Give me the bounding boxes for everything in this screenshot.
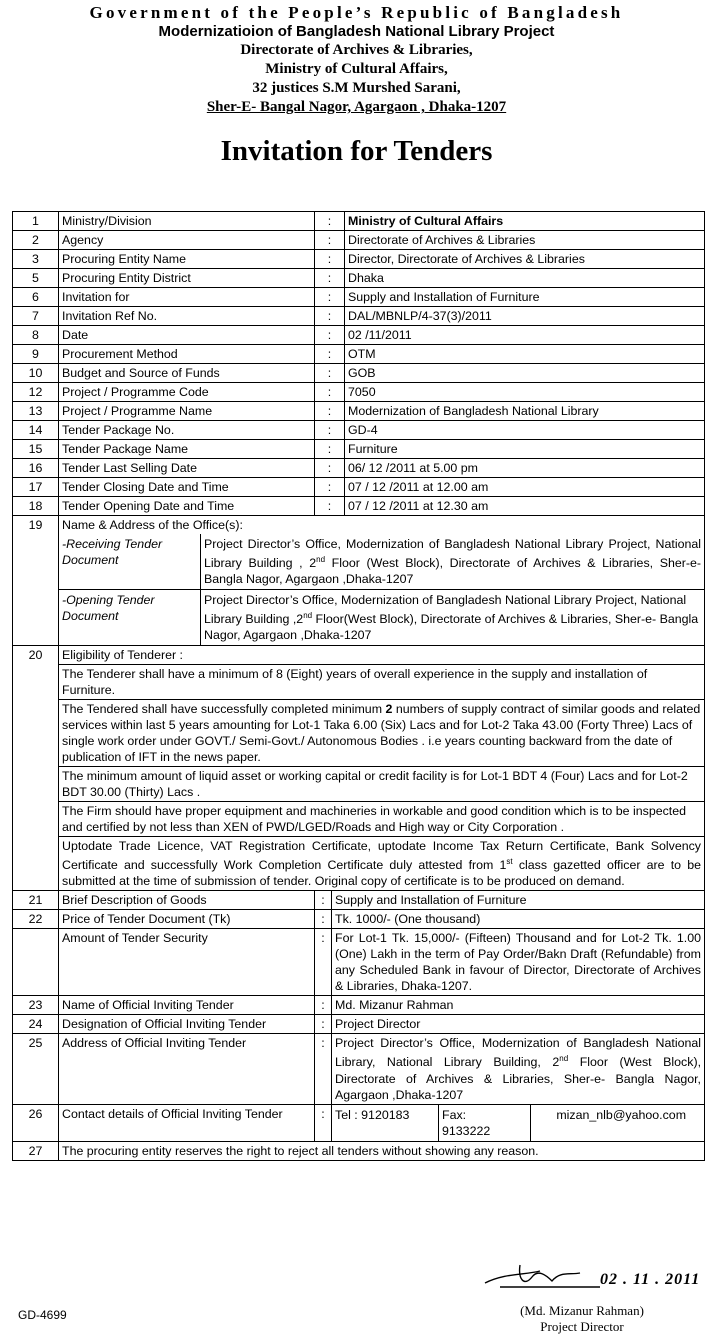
row-label: Tender Last Selling Date [59, 459, 315, 478]
row-label: Tender Package Name [59, 440, 315, 459]
row-colon: : [315, 326, 345, 345]
row-label: Ministry/Division [59, 212, 315, 231]
row-label: Tender Opening Date and Time [59, 497, 315, 516]
row-label: Contact details of Official Inviting Tender [59, 1104, 315, 1141]
opening-row [59, 590, 704, 646]
row-value: OTM [345, 345, 705, 364]
row-number: 1 [13, 212, 59, 231]
row-number: 17 [13, 478, 59, 497]
contact-fax [439, 1105, 531, 1141]
row-colon: : [315, 231, 345, 250]
tender-table [12, 211, 705, 1161]
table-row [13, 231, 705, 250]
row-value: 06/ 12 /2011 at 5.00 pm [345, 459, 705, 478]
row-number: 27 [13, 1141, 59, 1160]
table-row [13, 402, 705, 421]
row-colon: : [315, 307, 345, 326]
tender-rows [13, 212, 705, 516]
row-colon: : [315, 1104, 332, 1141]
table-row [13, 1034, 705, 1104]
header-ministry: Ministry of Cultural Affairs, [265, 61, 448, 77]
row-colon: : [315, 421, 345, 440]
row-number: 10 [13, 364, 59, 383]
offices-cell [59, 516, 705, 646]
row-number [13, 929, 59, 996]
row-value: GOB [345, 364, 705, 383]
table-row [13, 891, 705, 910]
row-colon: : [315, 250, 345, 269]
row-number: 5 [13, 269, 59, 288]
row-number: 8 [13, 326, 59, 345]
row-number: 19 [13, 516, 59, 646]
table-row [13, 288, 705, 307]
row-value: For Lot-1 Tk. 15,000/- (Fifteen) Thousand and for Lot-2 Tk. 1.00 (One) Lakh in the term of Pay Order/Bakn Draft (Refundable) from any Scheduled Bank in favour of Director, Directorate of Archives & Libraries, Dhaka-1207. [332, 929, 705, 996]
row-value: Ministry of Cultural Affairs [345, 212, 705, 231]
row-value: 07 / 12 /2011 at 12.30 am [345, 497, 705, 516]
row-number: 22 [13, 910, 59, 929]
row-colon: : [315, 383, 345, 402]
table-row [13, 1104, 705, 1141]
row-label: Designation of Official Inviting Tender [59, 1015, 315, 1034]
row-number: 25 [13, 1034, 59, 1104]
table-row [13, 1141, 705, 1160]
row-value: Project Director [332, 1015, 705, 1034]
row-label: Procurement Method [59, 345, 315, 364]
row-label: Address of Official Inviting Tender [59, 1034, 315, 1104]
row-label: Tender Closing Date and Time [59, 478, 315, 497]
table-row [13, 1015, 705, 1034]
table-row [13, 459, 705, 478]
eligibility-cell [59, 646, 705, 891]
signatory-designation: Project Director [540, 1319, 624, 1334]
row-label: Procuring Entity District [59, 269, 315, 288]
row-number: 6 [13, 288, 59, 307]
row-number: 20 [13, 646, 59, 891]
row-colon: : [315, 212, 345, 231]
row-label: Date [59, 326, 315, 345]
page-title: Invitation for Tenders [220, 135, 493, 167]
row-colon: : [315, 891, 332, 910]
row-number: 24 [13, 1015, 59, 1034]
header-government: Government of the People’s Republic of Bangladesh [89, 3, 624, 22]
table-row [13, 212, 705, 231]
row-colon: : [315, 345, 345, 364]
row-colon: : [315, 996, 332, 1015]
tender-rows-2 [13, 891, 705, 996]
eligibility-item: The Firm should have proper equipment and machineries in workable and good condition which is to be inspected and certified by not less than XEN of PWD/LGED/Roads and High way or City Corporation . [59, 801, 704, 836]
row-label: Budget and Source of Funds [59, 364, 315, 383]
row-value: Supply and Installation of Furniture [345, 288, 705, 307]
header-directorate: Directorate of Archives & Libraries, [240, 42, 473, 58]
row-colon: : [315, 497, 345, 516]
row-number: 23 [13, 996, 59, 1015]
table-row [13, 421, 705, 440]
offices-label: Name & Address of the Office(s): [62, 518, 243, 532]
reserve-clause: The procuring entity reserves the right to reject all tenders without showing any reason. [59, 1141, 705, 1160]
header-street: 32 justices S.M Murshed Sarani, [252, 80, 461, 96]
signature-date: 02 . 11 . 2011 [600, 1271, 701, 1288]
row-colon: : [315, 910, 332, 929]
table-row [13, 364, 705, 383]
row-number: 2 [13, 231, 59, 250]
receiving-row [59, 534, 704, 590]
table-row [13, 250, 705, 269]
table-row [13, 269, 705, 288]
row-label: Procuring Entity Name [59, 250, 315, 269]
row-value: 02 /11/2011 [345, 326, 705, 345]
row-colon: : [315, 1034, 332, 1104]
table-row [13, 497, 705, 516]
row-number: 13 [13, 402, 59, 421]
row-colon: : [315, 478, 345, 497]
row-label: Tender Package No. [59, 421, 315, 440]
signatory [492, 1303, 672, 1335]
receiving-address: Project Director’s Office, Modernization of Bangladesh National Library Project, National Library Building , 2nd Floor (West Block), Directorate of Archives & Libraries, Sher-e- Bangla Nagor, Agargaon ,Dhaka-1207 [204, 537, 702, 587]
row-number: 3 [13, 250, 59, 269]
eligibility-item: Uptodate Trade Licence, VAT Registration Certificate, uptodate Income Tax Return Certificate, Bank Solvency Certificate and successfully Work Completion Certificate duly attested from 1st class gazetted officer are to be submitted at the time of submission of tender. Original copy of certificate is to be produced on demand. [59, 836, 704, 890]
row-value: Md. Mizanur Rahman [332, 996, 705, 1015]
row-label: Invitation Ref No. [59, 307, 315, 326]
row-colon: : [315, 364, 345, 383]
table-row [13, 307, 705, 326]
row-number: 15 [13, 440, 59, 459]
row-value: GD-4 [345, 421, 705, 440]
table-row [13, 910, 705, 929]
table-row [13, 440, 705, 459]
eligibility-label: Eligibility of Tenderer : [62, 648, 183, 663]
row-value: Modernization of Bangladesh National Library [345, 402, 705, 421]
row-number: 14 [13, 421, 59, 440]
table-row [13, 929, 705, 996]
contact-subtable [332, 1105, 704, 1141]
table-row [13, 383, 705, 402]
signatory-name: (Md. Mizanur Rahman) [520, 1303, 644, 1318]
row-label: Invitation for [59, 288, 315, 307]
contact-email: mizan_nlb@yahoo.com [556, 1107, 687, 1122]
row-colon: : [315, 288, 345, 307]
signature-scribble-icon [480, 1259, 620, 1299]
tender-rows-3 [13, 996, 705, 1104]
table-row [13, 326, 705, 345]
table-row [13, 646, 705, 891]
row-label: Project / Programme Code [59, 383, 315, 402]
row-value: 7050 [345, 383, 705, 402]
row-number: 18 [13, 497, 59, 516]
table-row [13, 516, 705, 646]
row-value: 07 / 12 /2011 at 12.00 am [345, 478, 705, 497]
row-value: DAL/MBNLP/4-37(3)/2011 [345, 307, 705, 326]
row-number: 16 [13, 459, 59, 478]
receiving-label: -Receiving Tender Document [59, 534, 201, 590]
row-colon: : [315, 402, 345, 421]
opening-address: Project Director’s Office, Modernization of Bangladesh National Library Project, National Library Building ,2nd Floor(West Block), Directorate of Archives & Libraries, Sher-e- Bangla Nagor, Agargaon ,Dhaka-1207 [201, 590, 705, 646]
row-number: 9 [13, 345, 59, 364]
row-colon: : [315, 440, 345, 459]
row-label: Agency [59, 231, 315, 250]
row-value: Supply and Installation of Furniture [332, 891, 705, 910]
table-row [13, 996, 705, 1015]
opening-label: -Opening Tender Document [59, 590, 201, 646]
header-project: Modernizatioion of Bangladesh National Library Project [158, 23, 555, 40]
table-row [13, 478, 705, 497]
row-value: Furniture [345, 440, 705, 459]
eligibility-item: The minimum amount of liquid asset or working capital or credit facility is for Lot-1 BDT 4 (Four) Lacs and for Lot-2 BDT 30.00 (Thirty) Lacs . [59, 766, 704, 801]
eligibility-item: The Tenderer shall have a minimum of 8 (Eight) years of overall experience in the supply and installation of Furniture. [59, 664, 704, 699]
row-colon: : [315, 1015, 332, 1034]
row-value: Project Director’s Office, Modernization of Bangladesh National Library, National Library Building, 2nd Floor (West Block), Directorate of Archives & Libraries, Sher-e- Bangla Nagor, Agargaon ,Dhaka-1207 [332, 1034, 705, 1104]
row-label: Brief Description of Goods [59, 891, 315, 910]
row-value: Dhaka [345, 269, 705, 288]
row-value: Tk. 1000/- (One thousand) [332, 910, 705, 929]
row-number: 26 [13, 1104, 59, 1141]
header-city: Sher-E- Bangal Nagor, Agargaon , Dhaka-1207 [206, 99, 507, 115]
fax-number: 9133222 [442, 1123, 491, 1138]
row-colon: : [315, 929, 332, 996]
eligibility-item: The Tendered shall have successfully completed minimum 2 numbers of supply contract of similar goods and related services within last 5 years amounting for Lot-1 Taka 6.00 (Six) Lacs and for Lot-2 Taka 43.00 (Forty Three) Lacs of single work order under GOVT./ Semi-Govt./ Autonomous Bodies . i.e years counting backward from the date of publication of IFT in the news paper. [59, 699, 704, 766]
row-colon: : [315, 459, 345, 478]
row-label: Price of Tender Document (Tk) [59, 910, 315, 929]
contact-tel: Tel : 9120183 [332, 1105, 439, 1141]
contact-cell [332, 1104, 705, 1141]
fax-label: Fax: [442, 1107, 467, 1122]
row-label: Project / Programme Name [59, 402, 315, 421]
row-number: 7 [13, 307, 59, 326]
offices-subtable [59, 534, 704, 645]
document-code: GD-4699 [18, 1308, 67, 1322]
row-value: Director, Directorate of Archives & Libraries [345, 250, 705, 269]
row-number: 12 [13, 383, 59, 402]
row-number: 21 [13, 891, 59, 910]
row-label: Name of Official Inviting Tender [59, 996, 315, 1015]
table-row [13, 345, 705, 364]
row-colon: : [315, 269, 345, 288]
row-label: Amount of Tender Security [59, 929, 315, 996]
row-value: Directorate of Archives & Libraries [345, 231, 705, 250]
